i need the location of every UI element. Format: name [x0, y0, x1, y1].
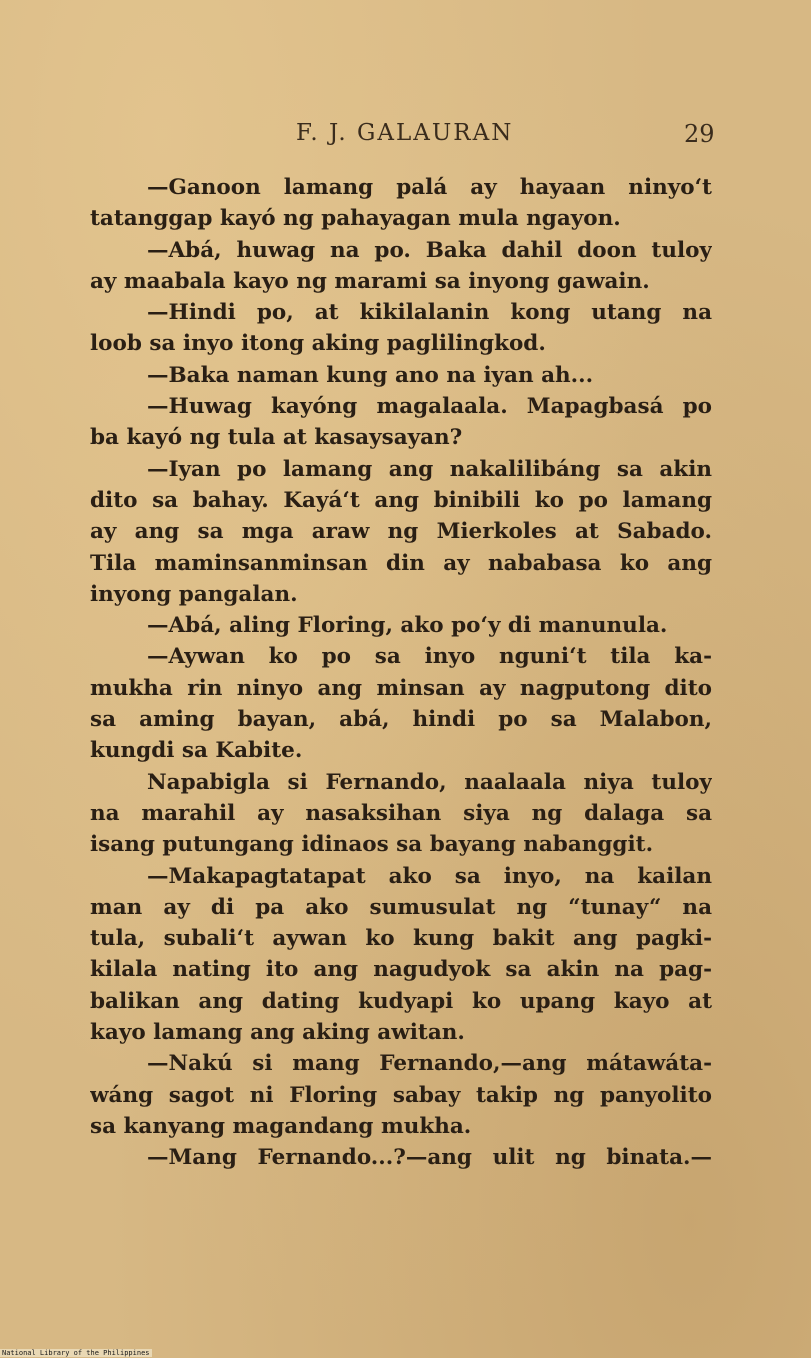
text-line: Tila maminsanminsan din ay nababasa ko ang — [90, 550, 712, 576]
text-line: tatanggap kayó ng pahayagan mula ngayon. — [90, 206, 621, 232]
text-line: —Abá, huwag na po. Baka dahil doon tuloy — [147, 237, 712, 263]
text-line: mukha rin ninyo ang minsan ay nagputong dito — [90, 675, 712, 701]
page-header — [0, 120, 811, 156]
text-line: kungdi sa Kabite. — [90, 738, 303, 764]
text-line: ay maabala kayo ng marami sa inyong gawain. — [90, 268, 650, 294]
text-line: na marahil ay nasaksihan siya ng dalaga sa — [90, 800, 712, 826]
text-line: —Baka naman kung ano na iyan ah... — [147, 362, 594, 388]
text-line: ay ang sa mga araw ng Mierkoles at Sabado. — [90, 519, 712, 545]
text-line: sa aming bayan, abá, hindi po sa Malabon, — [90, 707, 712, 733]
text-line: balikan ang dating kudyapi ko upang kayo at — [90, 988, 712, 1014]
body-text — [90, 172, 712, 1174]
text-line: —Mang Fernando...?—ang ulit ng binata.— — [147, 1145, 712, 1171]
text-line: dito sa bahay. Kayá‘t ang binibili ko po lamang — [90, 487, 712, 513]
text-line: —Nakú si mang Fernando,—ang mátawáta- — [147, 1051, 712, 1077]
text-line: Napabigla si Fernando, naalaala niya tuloy — [147, 769, 712, 795]
text-line: —Huwag kayóng magalaala. Mapagbasá po — [147, 394, 712, 420]
text-line: inyong pangalan. — [90, 581, 298, 607]
text-line: —Ganoon lamang palá ay hayaan ninyo‘t — [147, 175, 712, 200]
library-credit: National Library of the Philippines — [2, 1349, 150, 1357]
page-number: 29 — [684, 120, 715, 148]
text-line: —Aywan ko po sa inyo nguni‘t tila ka- — [147, 644, 712, 670]
text-line: —Makapagtatapat ako sa inyo, na kailan — [147, 863, 712, 889]
text-line: —Iyan po lamang ang nakalilibáng sa akin — [147, 456, 712, 482]
text-line: isang putungang idinaos sa bayang nabanggit. — [90, 832, 654, 858]
text-line: kilala nating ito ang nagudyok sa akin na pag- — [90, 957, 712, 983]
text-line: kayo lamang ang aking awitan. — [90, 1020, 465, 1046]
text-line: ba kayó ng tula at kasaysayan? — [90, 425, 463, 451]
text-line: wáng sagot ni Floring sabay takip ng panyolito — [90, 1082, 712, 1108]
text-line: sa kanyang magandang mukha. — [90, 1113, 472, 1139]
running-title: F. J. GALAURAN — [296, 120, 514, 146]
text-line: loob sa inyo itong aking paglilingkod. — [90, 331, 546, 357]
text-line: —Hindi po, at kikilalanin kong utang na — [147, 300, 712, 326]
text-line: tula, subali‘t aywan ko kung bakit ang pagki- — [90, 926, 712, 952]
text-line: man ay di pa ako sumusulat ng “tunay“ na — [90, 894, 712, 920]
text-line: —Abá, aling Floring, ako po‘y di manunula. — [147, 613, 668, 639]
